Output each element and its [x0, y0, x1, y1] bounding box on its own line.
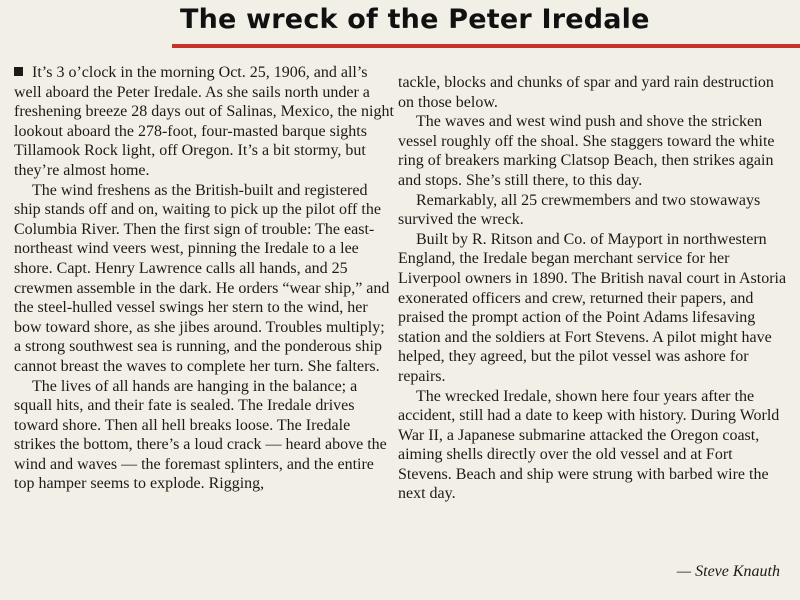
- right-column: [398, 73, 790, 504]
- paragraph: Built by R. Ritson and Co. of Mayport in northwestern England, the Iredale began merchant service for her Liverpool owners in 1890. The British naval court in Astoria exonerated officers and crew, returned their papers, and praised the prompt action of the Point Adams lifesaving station and the soldiers at Fort Stevens. A pilot might have helped, they agreed, but the pilot vessel was ashore for repairs.: [398, 230, 787, 385]
- title-rule: [172, 44, 800, 48]
- paragraph: [14, 63, 394, 181]
- paragraph: The wrecked Iredale, shown here four years after the accident, still had a date to keep with history. During World War II, a Japanese submarine attacked the Oregon coast, aiming shells directly over the old vessel and at Fort Stevens. Beach and ship were strung with barbed wire the next day.: [398, 387, 780, 503]
- byline: — Steve Knauth: [676, 563, 780, 580]
- paragraph: The waves and west wind push and shove the stricken vessel roughly off the shoal. She staggers toward the white ring of breakers marking Clatsop Beach, then strikes again and stops. She’s still there, to this day.: [398, 113, 775, 189]
- paragraph-text: It’s 3 o’clock in the morning Oct. 25, 1906, and all’s well aboard the Peter Iredale. As she sails north under a freshening breeze 28 days out of Salinas, Mexico, the night lookout aboard the 278-foot, four-masted barque sights Tillamook Rock light, off Oregon. It’s a bit stormy, but they’re almost home.: [14, 64, 394, 179]
- paragraph: The wind freshens as the British-built and registered ship stands off and on, waiting to pick up the pilot off the Columbia River. Then the first sign of trouble: The east-northeast wind veers west, pinning the Iredale to a lee shore. Capt. Henry Lawrence calls all hands, and 25 crewmen assemble in the dark. He orders “wear ship,” and the steel-hulled vessel swings her stern to the wind, her bow toward shore, as she jibes around. Troubles multiply; a strong southwest sea is running, and the ponderous ship cannot breast the waves to complete her turn. She falters.: [14, 181, 390, 375]
- left-column: [14, 63, 394, 494]
- square-bullet-icon: [14, 67, 23, 76]
- article-title: The wreck of the Peter Iredale: [180, 4, 650, 35]
- paragraph: tackle, blocks and chunks of spar and yard rain destruction on those below.: [398, 74, 774, 111]
- paragraph: Remarkably, all 25 crewmembers and two stowaways survived the wreck.: [398, 191, 761, 229]
- paragraph: The lives of all hands are hanging in the balance; a squall hits, and their fate is sealed. The Iredale drives toward shore. Then all hell breaks loose. The Iredale strikes the bottom, there’s a loud crack — heard above the wind and waves — the foremast splinters, and the entire top hamper seems to explode. Rigging,: [14, 377, 387, 493]
